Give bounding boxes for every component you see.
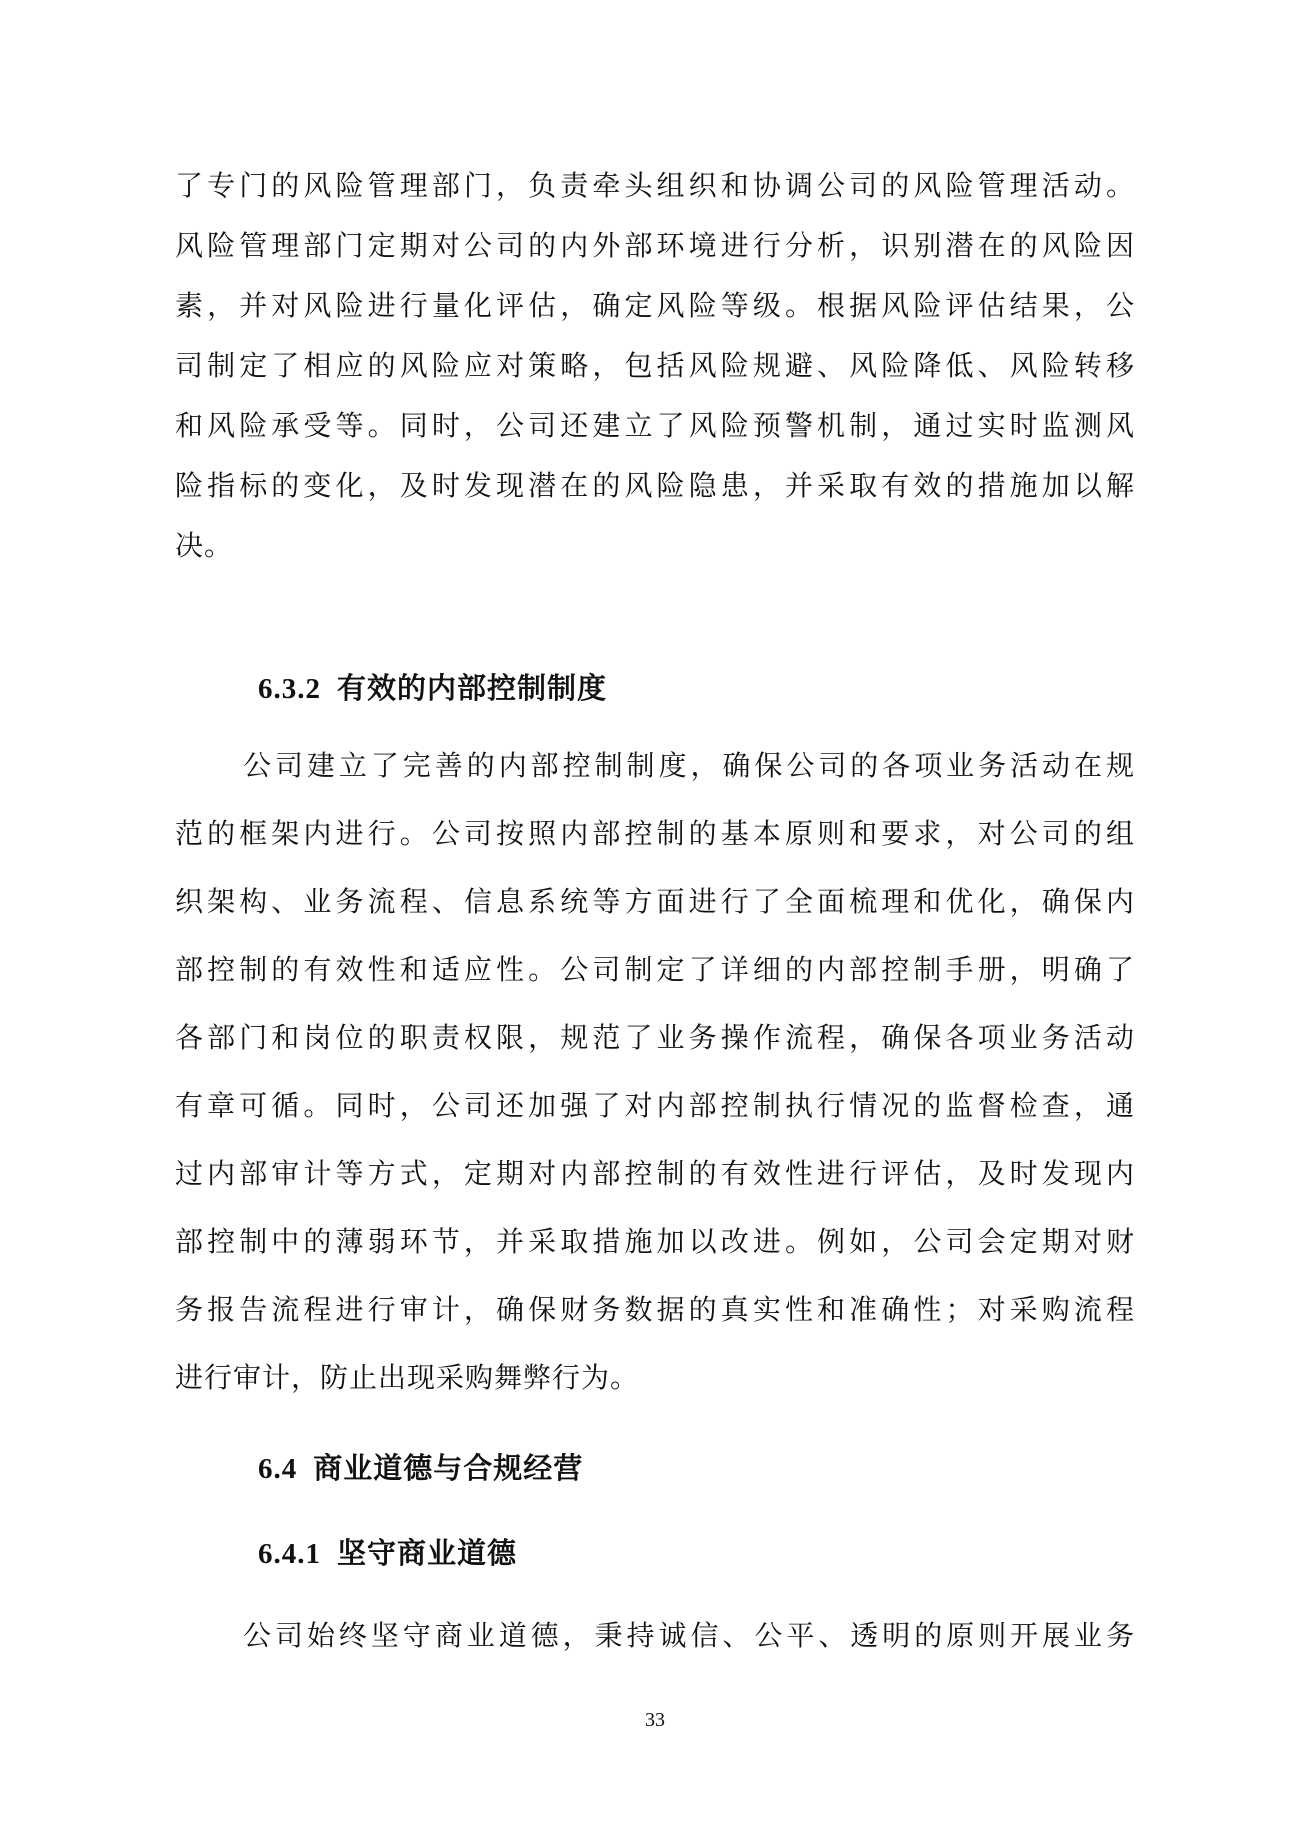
text-line: 决。	[175, 531, 234, 562]
text-line: 了专门的风险管理部门，负责牵头组织和协调公司的风险管理活动。	[175, 171, 1135, 202]
text-line: 务报告流程进行审计，确保财务数据的真实性和准确性；对采购流程	[175, 1295, 1135, 1326]
heading-title: 有效的内部控制制度	[337, 673, 608, 705]
heading-title: 商业道德与合规经营	[313, 1453, 584, 1485]
text-line: 过内部审计等方式，定期对内部控制的有效性进行评估，及时发现内	[175, 1159, 1135, 1190]
text-line: 险指标的变化，及时发现潜在的风险隐患，并采取有效的措施加以解	[175, 471, 1135, 502]
text-line: 范的框架内进行。公司按照内部控制的基本原则和要求，对公司的组	[175, 819, 1135, 850]
text-line: 各部门和岗位的职责权限，规范了业务操作流程，确保各项业务活动	[175, 1023, 1135, 1054]
section-heading-6-3-2	[258, 668, 1135, 710]
page-number: 33	[645, 1709, 665, 1731]
text-line: 公司始终坚守商业道德，秉持诚信、公平、透明的原则开展业务	[243, 1621, 1135, 1652]
text-line: 风险管理部门定期对公司的内外部环境进行分析，识别潜在的风险因	[175, 231, 1135, 262]
paragraph-risk-management	[175, 157, 1135, 577]
text-line: 有章可循。同时，公司还加强了对内部控制执行情况的监督检查，通	[175, 1091, 1135, 1122]
heading-number: 6.4.1	[258, 1538, 321, 1570]
heading-title: 坚守商业道德	[337, 1538, 518, 1570]
text-line: 和风险承受等。同时，公司还建立了风险预警机制，通过实时监测风	[175, 411, 1135, 442]
text-line: 部控制的有效性和适应性。公司制定了详细的内部控制手册，明确了	[175, 955, 1135, 986]
text-line: 素，并对风险进行量化评估，确定风险等级。根据风险评估结果，公	[175, 291, 1135, 322]
text-line: 部控制中的薄弱环节，并采取措施加以改进。例如，公司会定期对财	[175, 1227, 1135, 1258]
paragraph-business-ethics	[175, 1603, 1135, 1671]
heading-number: 6.4	[258, 1453, 298, 1485]
text-line: 司制定了相应的风险应对策略，包括风险规避、风险降低、风险转移	[175, 351, 1135, 382]
section-heading-6-4	[258, 1448, 1135, 1490]
heading-number: 6.3.2	[258, 673, 321, 705]
text-line: 织架构、业务流程、信息系统等方面进行了全面梳理和优化，确保内	[175, 887, 1135, 918]
paragraph-internal-control	[175, 733, 1135, 1413]
text-line: 进行审计，防止出现采购舞弊行为。	[175, 1363, 640, 1394]
text-line: 公司建立了完善的内部控制制度，确保公司的各项业务活动在规	[243, 751, 1135, 782]
section-heading-6-4-1	[258, 1533, 1135, 1575]
